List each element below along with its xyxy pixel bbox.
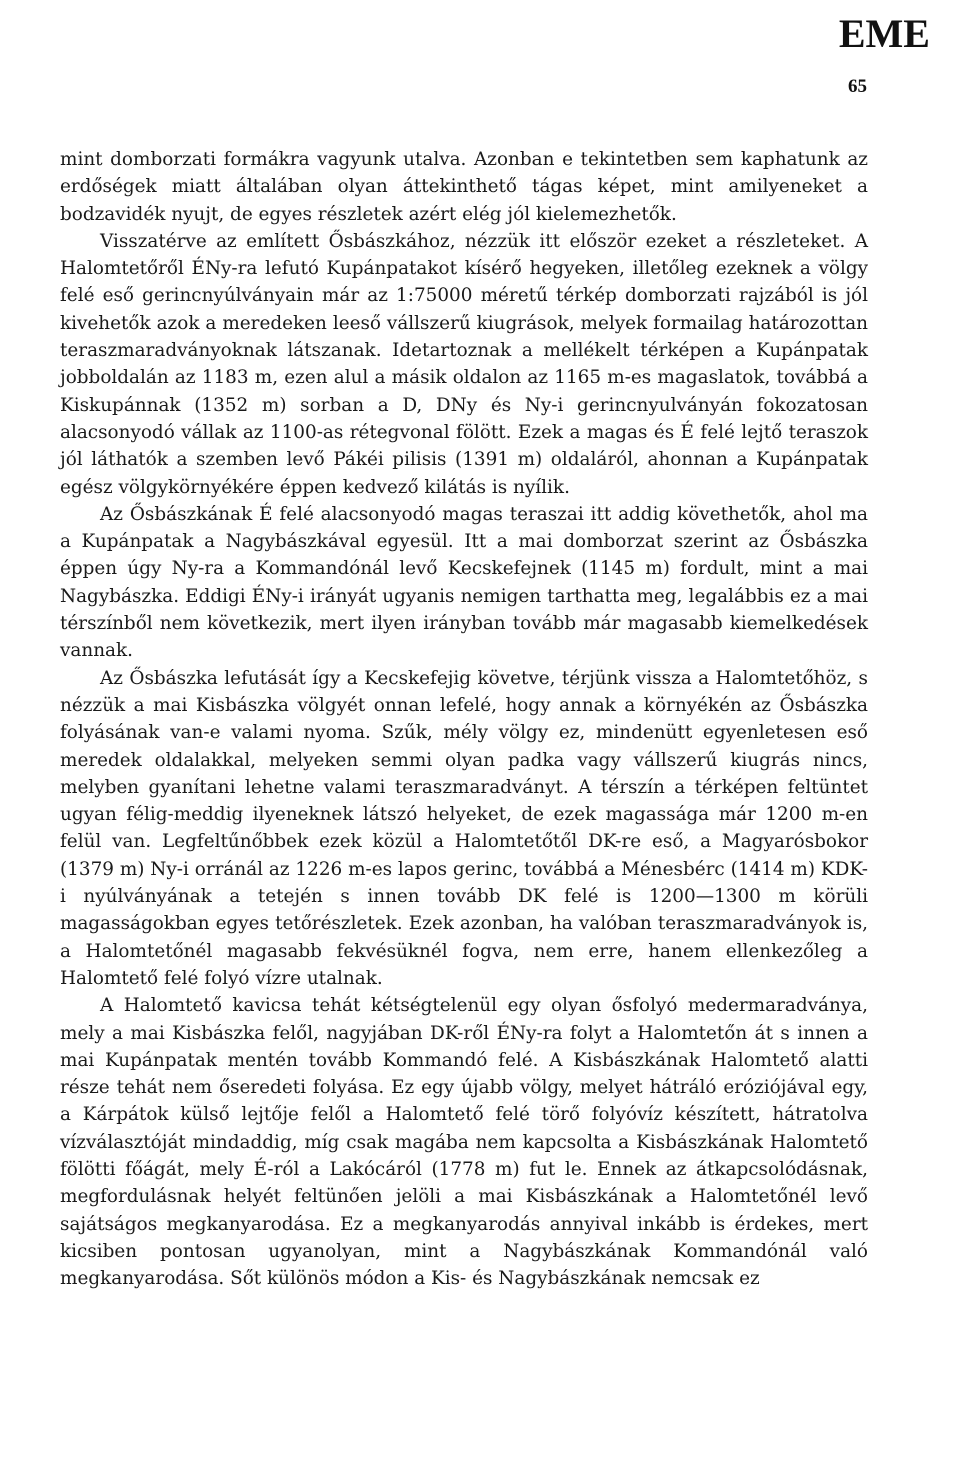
paragraph-2: Visszatérve az említett Ősbászkához, nézzük itt először ezeket a részleteket. A Halomtetőről ÉNy-ra lefutó Kupánpatakot kísérő hegyeken, illetőleg ezeknek a völgy felé eső gerincnyúlványain már az 1:75000 méretű térkép domborzati rajzából is jól kivehetők azok a meredeken leeső vállszerű kiugrások, melyek formailag határozottan teraszmaradványoknak látszanak. Idetartoznak a mellékelt térképen a Kupánpatak jobboldalán az 1183 m, ezen alul a másik oldalon az 1165 m-es magaslatok, továbbá a Kiskupánnak (1352 m) sorban a D, DNy és Ny-i gerincnyulványán fokozatosan alacsonyodó vállak az 1100-as rétegvonal fölött. Ezek a magas és É felé lejtő teraszok jól láthatók a szemben levő Pákéi pilisis (1391 m) oldaláról, ahonnan a Kupánpatak egész völgykörnyékére éppen kedvező kilátás is nyílik. bbox=[60, 230, 868, 498]
body-text bbox=[60, 146, 868, 1292]
paragraph-1: mint domborzati formákra vagyunk utalva. Azonban e tekintetben sem kaphatunk az erdőségek miatt általában olyan áttekinthető tágas képet, mint amilyeneket a bodzavidék nyujt, de egyes részletek azért elég jól kielemezhetők. bbox=[60, 149, 868, 225]
paragraph-3: Az Ősbászkának É felé alacsonyodó magas teraszai itt addig követhetők, ahol ma a Kupánpatak a Nagybászkával egyesül. Itt a mai domborzat szerint az Ősbászka éppen úgy Ny-ra a Kommandónál levő Kecskefejnek (1145 m) fordult, mint a mai Nagybászka. Eddigi ÉNy-i irányát ugyanis nemigen tarthatta meg, legalábbis ez a mai térszínből nem következik, mert ilyen irányban tovább már magasabb kiemelkedések vannak. bbox=[60, 503, 868, 662]
page-number: 65 bbox=[848, 76, 867, 97]
paragraph-4: Az Ősbászka lefutását így a Kecskefejig követve, térjünk vissza a Halomtetőhöz, s nézzük a mai Kisbászka völgyét onnan lefelé, hogy annak a környékén az Ősbászka folyásának van-e valami nyoma. Szűk, mély völgy ez, mindenütt egyenletesen eső meredek oldalakkal, melyeken semmi olyan padka vagy vállszerű kiugrás nincs, melyben gyanítani lehetne valami teraszmaradványt. A térszín a térképen feltüntet ugyan félig-meddig ilyeneknek látszó helyeket, de ezek magassága már 1200 m-en felül van. Legfeltűnőbbek ezek közül a Halomtetőtől DK-re eső, a Magyarósbokor (1379 m) Ny-i orránál az 1226 m-es lapos gerinc, továbbá a Ménesbérc (1414 m) KDK-i nyúlványának a tetején s innen tovább DK felé is 1200—1300 m körüli magasságokban egyes tetőrészletek. Ezek azonban, ha valóban teraszmaradványok is, a Halomtetőnél magasabb fekvésüknél fogva, nem erre, hanem ellenkezőleg a Halomtető felé folyó vízre utalnak. bbox=[60, 667, 868, 989]
paragraph-5: A Halomtető kavicsa tehát kétségtelenül egy olyan ősfolyó medermaradványa, mely a mai Kisbászka felől, nagyjában DK-ről ÉNy-ra folyt a Halomtetőn át s innen a mai Kupánpatak mentén tovább Kommandó felé. A Kisbászkának Halomtető alatti része tehát nem őseredeti folyása. Ez egy újabb völgy, melyet hátráló eróziójával egy, a Kárpátok külső lejtője felől a Halomtető felé törő folyóvíz készített, hátratolva vízválasztóját mindaddig, míg csak magába nem kapcsolta a Kisbászkának Halomtető fölötti főágát, mely É-ról a Lakócáról (1778 m) fut le. Ennek az átkapcsolódásnak, megfordulásnak helyét feltünően jelöli a mai Kisbászkának a Halomtetőnél levő sajátságos megkanyarodása. Ez a megkanyarodás annyival inkább is érdekes, mert kicsiben pontosan ugyanolyan, mint a Nagybászkának Kommandónál való megkanyarodása. Sőt különös módon a Kis- és Nagybászkának nemcsak ez bbox=[60, 995, 868, 1290]
eme-logo: EME bbox=[838, 11, 930, 56]
